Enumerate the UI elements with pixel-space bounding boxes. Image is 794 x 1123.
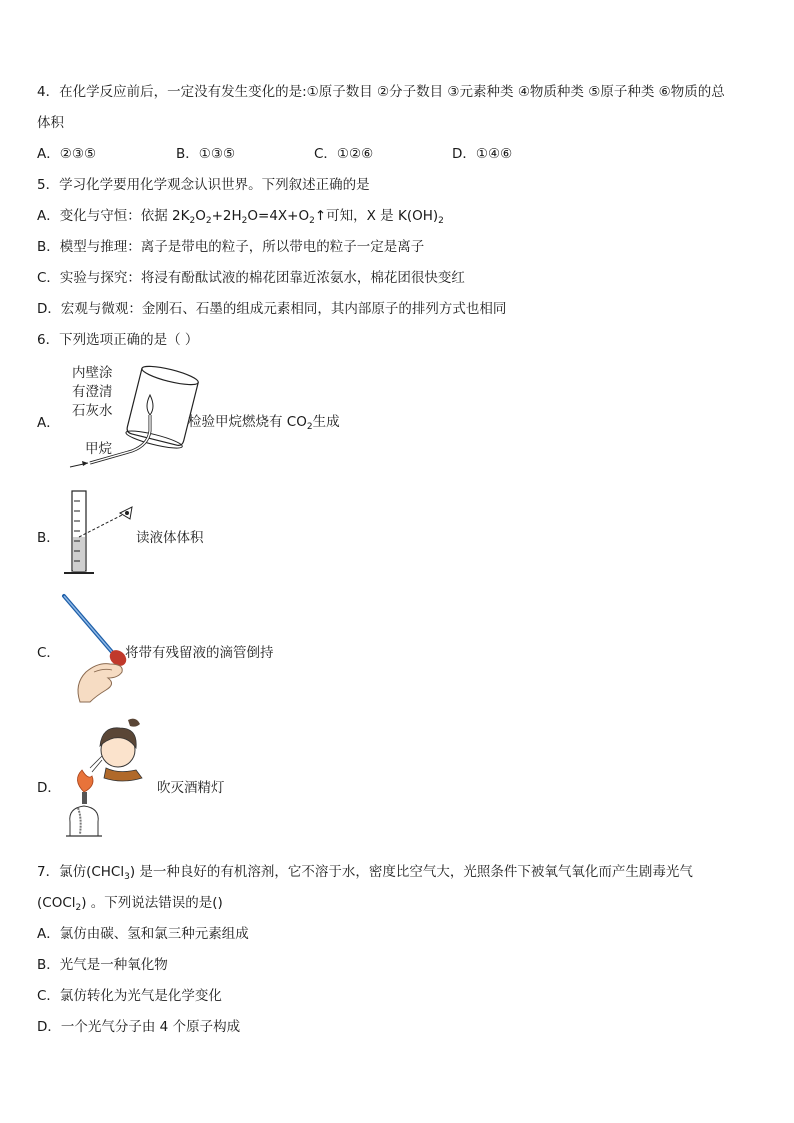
q5-stem: 5．学习化学要用化学观念认识世界。下列叙述正确的是 — [37, 177, 370, 193]
q6-a-label: A． — [37, 415, 60, 431]
person-blowing-lamp-icon — [62, 714, 157, 849]
q7-option-a: A．氯仿由碳、氢和氯三种元素组成 — [37, 926, 249, 942]
q5-option-b: B．模型与推理：离子是带电的粒子，所以带电的粒子一定是离子 — [37, 239, 425, 255]
q6-b-caption: 读液体体积 — [136, 530, 204, 546]
q4-option-d: D．①④⑥ — [452, 146, 513, 162]
q6-a-caption: 检验甲烷燃烧有 $CO_2$生成 — [188, 414, 340, 432]
q7-option-b: B．光气是一种氧化物 — [37, 957, 168, 973]
q5-option-a: A．变化与守恒：依据 $2K_2O_2+2H_2O=4X+O_2↑$可知，X 是 $K(OH)_2$ — [37, 208, 444, 226]
dropper-in-hand-icon — [60, 592, 130, 702]
q6-d-label: D． — [37, 780, 61, 796]
q6-stem: 6．下列选项正确的是（ ） — [37, 332, 199, 348]
q4-option-c: C．①②⑥ — [314, 146, 374, 162]
graduated-cylinder-icon — [62, 487, 142, 582]
q6-c-caption: 将带有残留液的滴管倒持 — [125, 645, 274, 661]
q6-c-label: C． — [37, 645, 60, 661]
q4-option-b: B．①③⑤ — [176, 146, 236, 162]
q5-option-c: C．实验与探究：将浸有酚酞试液的棉花团靠近浓氨水，棉花团很快变红 — [37, 270, 465, 286]
q6-a-beaker-tag: 内壁涂 有澄清 石灰水 — [72, 365, 113, 419]
q6-d-caption: 吹灭酒精灯 — [157, 780, 225, 796]
q6-a-gas-label: 甲烷 — [85, 441, 112, 457]
q7-option-d: D．一个光气分子由 4 个原子构成 — [37, 1019, 241, 1035]
q7-stem-line2: (COCl$_2$) 。下列说法错误的是() — [37, 895, 223, 913]
q5-option-d: D．宏观与微观：金刚石、石墨的组成元素相同，其内部原子的排列方式也相同 — [37, 301, 507, 317]
q4-option-a: A．②③⑤ — [37, 146, 97, 162]
q4-stem-line2: 体积 — [37, 115, 64, 131]
q7-stem-line1: 7．氯仿(CHCl$_3$) 是一种良好的有机溶剂，它不溶于水，密度比空气大，光照条件下被氧气氧化而产生剧毒光气 — [37, 864, 693, 882]
methane-combustion-apparatus-icon — [70, 355, 190, 465]
q7-option-c: C．氯仿转化为光气是化学变化 — [37, 988, 222, 1004]
q6-b-label: B． — [37, 530, 60, 546]
q4-stem-line1: 4．在化学反应前后，一定没有发生变化的是:①原子数目 ②分子数目 ③元素种类 ④物质种类 ⑤原子种类 ⑥物质的总 — [37, 84, 725, 100]
